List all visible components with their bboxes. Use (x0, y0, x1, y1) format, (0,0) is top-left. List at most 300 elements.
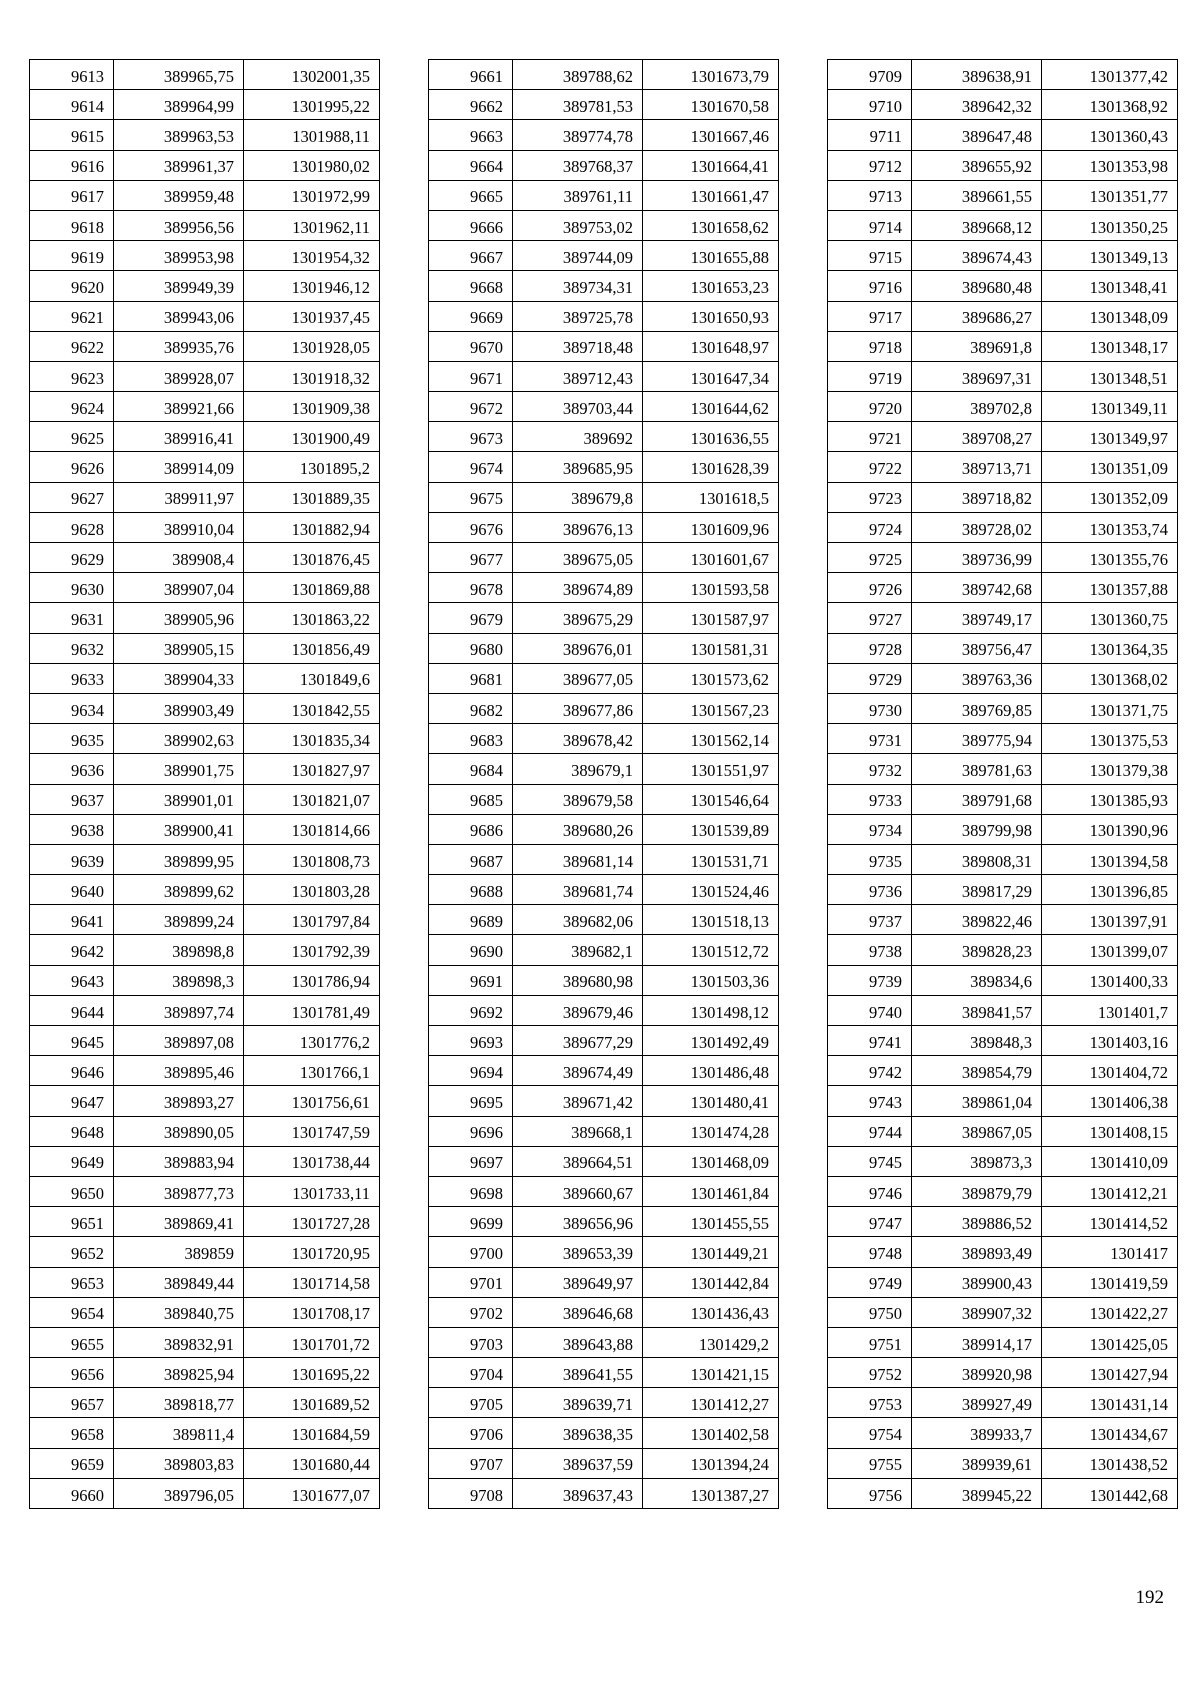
y-coordinate-cell: 1301480,41 (643, 1086, 779, 1116)
y-coordinate-cell: 1301680,44 (244, 1448, 380, 1478)
y-coordinate-cell: 1301551,97 (643, 754, 779, 784)
table-row (828, 271, 1178, 301)
x-coordinate-cell: 389686,27 (912, 301, 1042, 331)
point-number-cell: 9653 (30, 1267, 114, 1297)
table-row (30, 392, 380, 422)
x-coordinate-cell: 389647,48 (912, 120, 1042, 150)
table-row (429, 180, 779, 210)
point-number-cell: 9685 (429, 784, 513, 814)
x-coordinate-cell: 389905,96 (114, 603, 244, 633)
table-row (429, 331, 779, 361)
x-coordinate-cell: 389803,83 (114, 1448, 244, 1478)
table-row (828, 210, 1178, 240)
x-coordinate-cell: 389834,6 (912, 965, 1042, 995)
table-row (429, 1267, 779, 1297)
x-coordinate-cell: 389943,06 (114, 301, 244, 331)
x-coordinate-cell: 389680,48 (912, 271, 1042, 301)
point-number-cell: 9703 (429, 1327, 513, 1357)
y-coordinate-cell: 1301946,12 (244, 271, 380, 301)
point-number-cell: 9733 (828, 784, 912, 814)
table-row (429, 1478, 779, 1508)
y-coordinate-cell: 1301379,38 (1042, 754, 1178, 784)
point-number-cell: 9736 (828, 875, 912, 905)
point-number-cell: 9674 (429, 452, 513, 482)
x-coordinate-cell: 389903,49 (114, 693, 244, 723)
table-row (30, 361, 380, 391)
x-coordinate-cell: 389959,48 (114, 180, 244, 210)
point-number-cell: 9683 (429, 724, 513, 754)
x-coordinate-cell: 389639,71 (513, 1388, 643, 1418)
x-coordinate-cell: 389822,46 (912, 905, 1042, 935)
y-coordinate-cell: 1301518,13 (643, 905, 779, 935)
point-number-cell: 9750 (828, 1297, 912, 1327)
y-coordinate-cell: 1301648,97 (643, 331, 779, 361)
y-coordinate-cell: 1301786,94 (244, 965, 380, 995)
point-number-cell: 9661 (429, 60, 513, 90)
point-number-cell: 9731 (828, 724, 912, 754)
y-coordinate-cell: 1301425,05 (1042, 1327, 1178, 1357)
y-coordinate-cell: 1301895,2 (244, 452, 380, 482)
point-number-cell: 9694 (429, 1056, 513, 1086)
x-coordinate-cell: 389708,27 (912, 422, 1042, 452)
y-coordinate-cell: 1301988,11 (244, 120, 380, 150)
y-coordinate-cell: 1301909,38 (244, 392, 380, 422)
point-number-cell: 9726 (828, 573, 912, 603)
y-coordinate-cell: 1301792,39 (244, 935, 380, 965)
y-coordinate-cell: 1301399,07 (1042, 935, 1178, 965)
x-coordinate-cell: 389879,79 (912, 1176, 1042, 1206)
point-number-cell: 9710 (828, 90, 912, 120)
x-coordinate-cell: 389638,91 (912, 60, 1042, 90)
table-row (30, 452, 380, 482)
x-coordinate-cell: 389907,04 (114, 573, 244, 603)
table-row (429, 120, 779, 150)
point-number-cell: 9737 (828, 905, 912, 935)
x-coordinate-cell: 389753,02 (513, 210, 643, 240)
point-number-cell: 9691 (429, 965, 513, 995)
x-coordinate-cell: 389788,62 (513, 60, 643, 90)
table-row (429, 663, 779, 693)
point-number-cell: 9696 (429, 1116, 513, 1146)
point-number-cell: 9648 (30, 1116, 114, 1146)
y-coordinate-cell: 1301539,89 (643, 814, 779, 844)
x-coordinate-cell: 389677,29 (513, 1026, 643, 1056)
y-coordinate-cell: 1301803,28 (244, 875, 380, 905)
point-number-cell: 9732 (828, 754, 912, 784)
point-number-cell: 9739 (828, 965, 912, 995)
point-number-cell: 9702 (429, 1297, 513, 1327)
point-number-cell: 9659 (30, 1448, 114, 1478)
table-row (429, 1388, 779, 1418)
table-row (429, 784, 779, 814)
point-number-cell: 9634 (30, 693, 114, 723)
point-number-cell: 9734 (828, 814, 912, 844)
y-coordinate-cell: 1301650,93 (643, 301, 779, 331)
x-coordinate-cell: 389749,17 (912, 603, 1042, 633)
y-coordinate-cell: 1301962,11 (244, 210, 380, 240)
x-coordinate-cell: 389908,4 (114, 543, 244, 573)
point-number-cell: 9675 (429, 482, 513, 512)
point-number-cell: 9642 (30, 935, 114, 965)
x-coordinate-cell: 389781,63 (912, 754, 1042, 784)
y-coordinate-cell: 1301349,13 (1042, 241, 1178, 271)
y-coordinate-cell: 1301701,72 (244, 1327, 380, 1357)
x-coordinate-cell: 389808,31 (912, 844, 1042, 874)
point-number-cell: 9649 (30, 1146, 114, 1176)
table-row (828, 724, 1178, 754)
x-coordinate-cell: 389828,23 (912, 935, 1042, 965)
table-row (429, 422, 779, 452)
point-number-cell: 9657 (30, 1388, 114, 1418)
table-row (828, 754, 1178, 784)
y-coordinate-cell: 1301900,49 (244, 422, 380, 452)
y-coordinate-cell: 1301350,25 (1042, 210, 1178, 240)
x-coordinate-cell: 389927,49 (912, 1388, 1042, 1418)
x-coordinate-cell: 389781,53 (513, 90, 643, 120)
table-row (30, 1176, 380, 1206)
x-coordinate-cell: 389655,92 (912, 150, 1042, 180)
point-number-cell: 9709 (828, 60, 912, 90)
point-number-cell: 9754 (828, 1418, 912, 1448)
table-row (429, 210, 779, 240)
y-coordinate-cell: 1301689,52 (244, 1388, 380, 1418)
table-row (30, 1026, 380, 1056)
x-coordinate-cell: 389867,05 (912, 1116, 1042, 1146)
table-row (30, 1267, 380, 1297)
y-coordinate-cell: 1301349,97 (1042, 422, 1178, 452)
point-number-cell: 9748 (828, 1237, 912, 1267)
x-coordinate-cell: 389763,36 (912, 663, 1042, 693)
table-row (30, 754, 380, 784)
x-coordinate-cell: 389861,04 (912, 1086, 1042, 1116)
point-number-cell: 9639 (30, 844, 114, 874)
y-coordinate-cell: 1301394,58 (1042, 844, 1178, 874)
y-coordinate-cell: 1301738,44 (244, 1146, 380, 1176)
y-coordinate-cell: 1301385,93 (1042, 784, 1178, 814)
point-number-cell: 9718 (828, 331, 912, 361)
table-row (429, 724, 779, 754)
point-number-cell: 9658 (30, 1418, 114, 1448)
point-number-cell: 9666 (429, 210, 513, 240)
y-coordinate-cell: 1301937,45 (244, 301, 380, 331)
point-number-cell: 9663 (429, 120, 513, 150)
table-row (30, 1358, 380, 1388)
table-row (828, 1327, 1178, 1357)
y-coordinate-cell: 1301609,96 (643, 512, 779, 542)
table-row (828, 1237, 1178, 1267)
x-coordinate-cell: 389911,97 (114, 482, 244, 512)
point-number-cell: 9693 (429, 1026, 513, 1056)
point-number-cell: 9724 (828, 512, 912, 542)
point-number-cell: 9618 (30, 210, 114, 240)
x-coordinate-cell: 389811,4 (114, 1418, 244, 1448)
coordinate-table-2 (428, 59, 779, 1509)
table-row (828, 1086, 1178, 1116)
point-number-cell: 9684 (429, 754, 513, 784)
y-coordinate-cell: 1301461,84 (643, 1176, 779, 1206)
point-number-cell: 9629 (30, 543, 114, 573)
x-coordinate-cell: 389945,22 (912, 1478, 1042, 1508)
table-row (828, 1267, 1178, 1297)
point-number-cell: 9700 (429, 1237, 513, 1267)
y-coordinate-cell: 1301661,47 (643, 180, 779, 210)
table-row (30, 875, 380, 905)
y-coordinate-cell: 1301442,68 (1042, 1478, 1178, 1508)
x-coordinate-cell: 389965,75 (114, 60, 244, 90)
y-coordinate-cell: 1301658,62 (643, 210, 779, 240)
table-row (429, 543, 779, 573)
y-coordinate-cell: 1301353,98 (1042, 150, 1178, 180)
y-coordinate-cell: 1301727,28 (244, 1207, 380, 1237)
table-row (30, 90, 380, 120)
table-row (429, 150, 779, 180)
y-coordinate-cell: 1301422,27 (1042, 1297, 1178, 1327)
x-coordinate-cell: 389756,47 (912, 633, 1042, 663)
y-coordinate-cell: 1301670,58 (643, 90, 779, 120)
x-coordinate-cell: 389859 (114, 1237, 244, 1267)
point-number-cell: 9723 (828, 482, 912, 512)
y-coordinate-cell: 1301684,59 (244, 1418, 380, 1448)
x-coordinate-cell: 389736,99 (912, 543, 1042, 573)
table-row (429, 1327, 779, 1357)
table-row (30, 1237, 380, 1267)
y-coordinate-cell: 1301360,75 (1042, 603, 1178, 633)
x-coordinate-cell: 389869,41 (114, 1207, 244, 1237)
y-coordinate-cell: 1301351,77 (1042, 180, 1178, 210)
y-coordinate-cell: 1301364,35 (1042, 633, 1178, 663)
point-number-cell: 9701 (429, 1267, 513, 1297)
x-coordinate-cell: 389674,49 (513, 1056, 643, 1086)
y-coordinate-cell: 1301869,88 (244, 573, 380, 603)
table-row (828, 1176, 1178, 1206)
x-coordinate-cell: 389901,75 (114, 754, 244, 784)
x-coordinate-cell: 389641,55 (513, 1358, 643, 1388)
y-coordinate-cell: 1301647,34 (643, 361, 779, 391)
x-coordinate-cell: 389769,85 (912, 693, 1042, 723)
table-row (30, 210, 380, 240)
point-number-cell: 9744 (828, 1116, 912, 1146)
y-coordinate-cell: 1301655,88 (643, 241, 779, 271)
y-coordinate-cell: 1301747,59 (244, 1116, 380, 1146)
x-coordinate-cell: 389963,53 (114, 120, 244, 150)
point-number-cell: 9738 (828, 935, 912, 965)
table-row (30, 633, 380, 663)
table-row (828, 1388, 1178, 1418)
y-coordinate-cell: 1301377,42 (1042, 60, 1178, 90)
x-coordinate-cell: 389668,12 (912, 210, 1042, 240)
point-number-cell: 9678 (429, 573, 513, 603)
y-coordinate-cell: 1301404,72 (1042, 1056, 1178, 1086)
point-number-cell: 9622 (30, 331, 114, 361)
y-coordinate-cell: 1301673,79 (643, 60, 779, 90)
y-coordinate-cell: 1301995,22 (244, 90, 380, 120)
y-coordinate-cell: 1301402,58 (643, 1418, 779, 1448)
y-coordinate-cell: 1301417 (1042, 1237, 1178, 1267)
y-coordinate-cell: 1301849,6 (244, 663, 380, 693)
x-coordinate-cell: 389928,07 (114, 361, 244, 391)
table-row (828, 1146, 1178, 1176)
x-coordinate-cell: 389897,74 (114, 995, 244, 1025)
y-coordinate-cell: 1301357,88 (1042, 573, 1178, 603)
table-row (429, 271, 779, 301)
point-number-cell: 9712 (828, 150, 912, 180)
x-coordinate-cell: 389914,17 (912, 1327, 1042, 1357)
x-coordinate-cell: 389646,68 (513, 1297, 643, 1327)
y-coordinate-cell: 1301601,67 (643, 543, 779, 573)
point-number-cell: 9646 (30, 1056, 114, 1086)
table-row (828, 693, 1178, 723)
table-row (828, 784, 1178, 814)
table-row (30, 603, 380, 633)
table-row (30, 1448, 380, 1478)
point-number-cell: 9727 (828, 603, 912, 633)
y-coordinate-cell: 1301821,07 (244, 784, 380, 814)
y-coordinate-cell: 1301492,49 (643, 1026, 779, 1056)
point-number-cell: 9677 (429, 543, 513, 573)
x-coordinate-cell: 389899,24 (114, 905, 244, 935)
point-number-cell: 9638 (30, 814, 114, 844)
x-coordinate-cell: 389895,46 (114, 1056, 244, 1086)
table-row (828, 995, 1178, 1025)
y-coordinate-cell: 1301593,58 (643, 573, 779, 603)
table-row (828, 60, 1178, 90)
point-number-cell: 9742 (828, 1056, 912, 1086)
x-coordinate-cell: 389825,94 (114, 1358, 244, 1388)
y-coordinate-cell: 1301455,55 (643, 1207, 779, 1237)
coordinate-table-3 (827, 59, 1178, 1509)
y-coordinate-cell: 1301882,94 (244, 512, 380, 542)
table-row (30, 1146, 380, 1176)
y-coordinate-cell: 1301720,95 (244, 1237, 380, 1267)
table-row (30, 1388, 380, 1418)
point-number-cell: 9660 (30, 1478, 114, 1508)
y-coordinate-cell: 1301512,72 (643, 935, 779, 965)
point-number-cell: 9721 (828, 422, 912, 452)
table-row (429, 1116, 779, 1146)
x-coordinate-cell: 389933,7 (912, 1418, 1042, 1448)
point-number-cell: 9621 (30, 301, 114, 331)
table-row (30, 1327, 380, 1357)
x-coordinate-cell: 389679,58 (513, 784, 643, 814)
table-row (30, 1418, 380, 1448)
table-row (429, 1086, 779, 1116)
table-row (828, 543, 1178, 573)
y-coordinate-cell: 1301776,2 (244, 1026, 380, 1056)
table-row (429, 935, 779, 965)
x-coordinate-cell: 389681,74 (513, 875, 643, 905)
y-coordinate-cell: 1301636,55 (643, 422, 779, 452)
point-number-cell: 9690 (429, 935, 513, 965)
table-row (429, 573, 779, 603)
y-coordinate-cell: 1301403,16 (1042, 1026, 1178, 1056)
x-coordinate-cell: 389676,13 (513, 512, 643, 542)
table-row (828, 90, 1178, 120)
y-coordinate-cell: 1301351,09 (1042, 452, 1178, 482)
x-coordinate-cell: 389849,44 (114, 1267, 244, 1297)
point-number-cell: 9716 (828, 271, 912, 301)
x-coordinate-cell: 389902,63 (114, 724, 244, 754)
x-coordinate-cell: 389916,41 (114, 422, 244, 452)
y-coordinate-cell: 1301438,52 (1042, 1448, 1178, 1478)
table-row (429, 1207, 779, 1237)
y-coordinate-cell: 1301797,84 (244, 905, 380, 935)
x-coordinate-cell: 389886,52 (912, 1207, 1042, 1237)
y-coordinate-cell: 1301863,22 (244, 603, 380, 633)
point-number-cell: 9717 (828, 301, 912, 331)
x-coordinate-cell: 389691,8 (912, 331, 1042, 361)
y-coordinate-cell: 1301628,39 (643, 452, 779, 482)
table-row (828, 875, 1178, 905)
point-number-cell: 9619 (30, 241, 114, 271)
table-row (828, 1478, 1178, 1508)
x-coordinate-cell: 389914,09 (114, 452, 244, 482)
table-row (30, 301, 380, 331)
x-coordinate-cell: 389674,89 (513, 573, 643, 603)
table-row (429, 905, 779, 935)
x-coordinate-cell: 389682,1 (513, 935, 643, 965)
x-coordinate-cell: 389840,75 (114, 1297, 244, 1327)
x-coordinate-cell: 389920,98 (912, 1358, 1042, 1388)
x-coordinate-cell: 389832,91 (114, 1327, 244, 1357)
point-number-cell: 9676 (429, 512, 513, 542)
x-coordinate-cell: 389848,3 (912, 1026, 1042, 1056)
y-coordinate-cell: 1301368,02 (1042, 663, 1178, 693)
point-number-cell: 9643 (30, 965, 114, 995)
y-coordinate-cell: 1301427,94 (1042, 1358, 1178, 1388)
x-coordinate-cell: 389642,32 (912, 90, 1042, 120)
y-coordinate-cell: 1301498,12 (643, 995, 779, 1025)
point-number-cell: 9625 (30, 422, 114, 452)
point-number-cell: 9720 (828, 392, 912, 422)
y-coordinate-cell: 1301708,17 (244, 1297, 380, 1327)
y-coordinate-cell: 1301876,45 (244, 543, 380, 573)
x-coordinate-cell: 389817,29 (912, 875, 1042, 905)
x-coordinate-cell: 389921,66 (114, 392, 244, 422)
x-coordinate-cell: 389637,43 (513, 1478, 643, 1508)
table-row (429, 1358, 779, 1388)
point-number-cell: 9713 (828, 180, 912, 210)
point-number-cell: 9686 (429, 814, 513, 844)
point-number-cell: 9669 (429, 301, 513, 331)
table-row (828, 965, 1178, 995)
y-coordinate-cell: 1301401,7 (1042, 995, 1178, 1025)
point-number-cell: 9708 (429, 1478, 513, 1508)
point-number-cell: 9747 (828, 1207, 912, 1237)
x-coordinate-cell: 389796,05 (114, 1478, 244, 1508)
table-row (828, 422, 1178, 452)
point-number-cell: 9756 (828, 1478, 912, 1508)
y-coordinate-cell: 1301408,15 (1042, 1116, 1178, 1146)
table-row (30, 150, 380, 180)
table-row (30, 543, 380, 573)
table-row (30, 422, 380, 452)
x-coordinate-cell: 389791,68 (912, 784, 1042, 814)
table-row (828, 482, 1178, 512)
point-number-cell: 9644 (30, 995, 114, 1025)
y-coordinate-cell: 1301348,09 (1042, 301, 1178, 331)
table-row (429, 965, 779, 995)
point-number-cell: 9673 (429, 422, 513, 452)
point-number-cell: 9626 (30, 452, 114, 482)
table-row (429, 633, 779, 663)
x-coordinate-cell: 389775,94 (912, 724, 1042, 754)
y-coordinate-cell: 1301406,38 (1042, 1086, 1178, 1116)
x-coordinate-cell: 389956,56 (114, 210, 244, 240)
y-coordinate-cell: 1301954,32 (244, 241, 380, 271)
table-row (828, 814, 1178, 844)
table-row (30, 1297, 380, 1327)
y-coordinate-cell: 1301524,46 (643, 875, 779, 905)
